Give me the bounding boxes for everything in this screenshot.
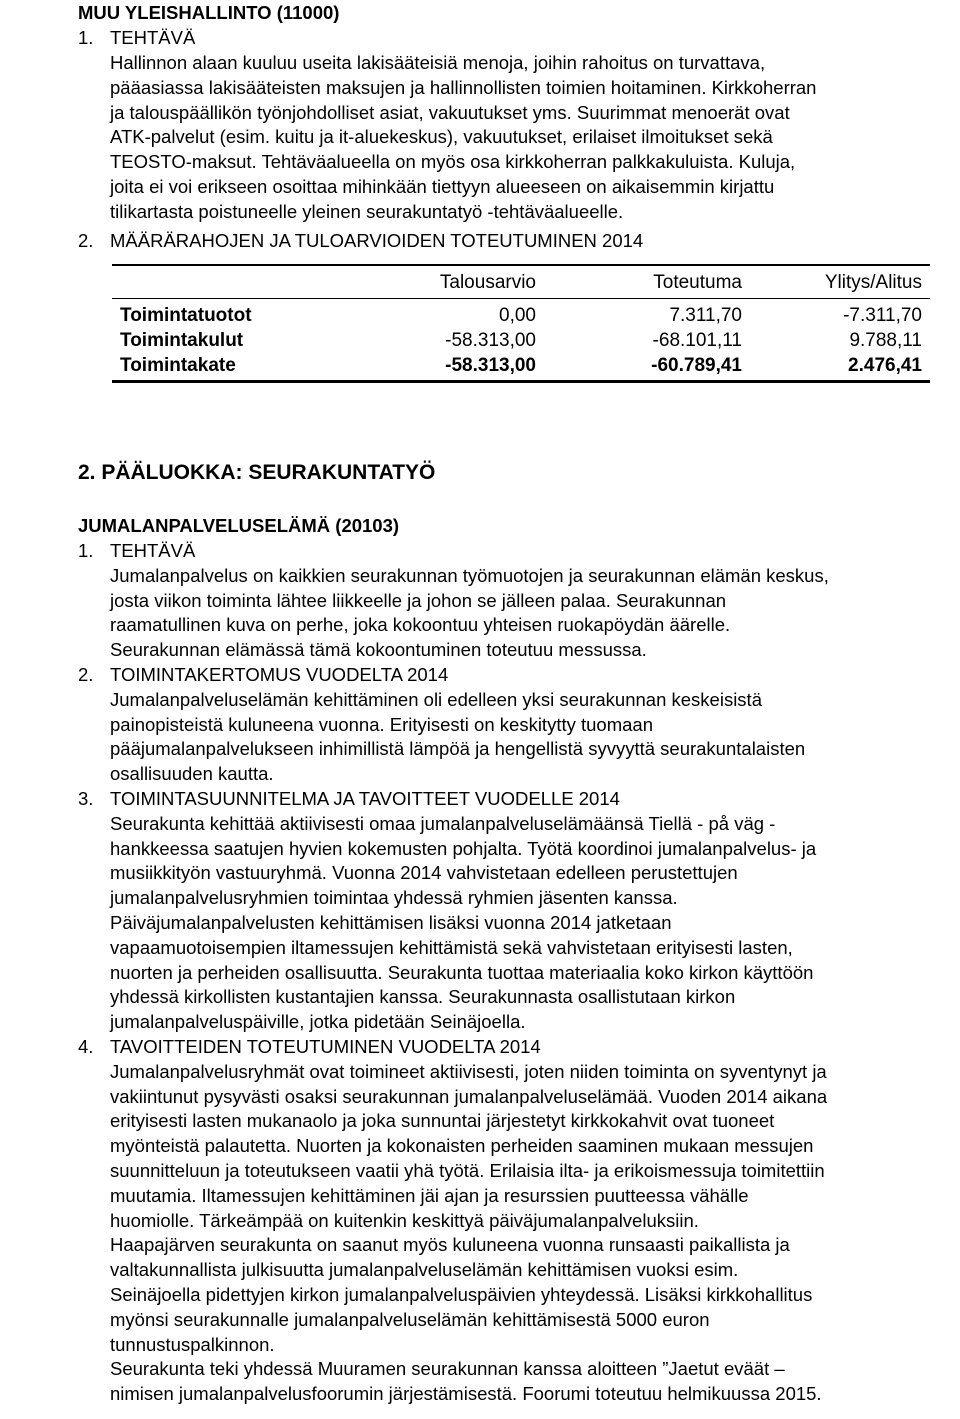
- item-title: TEHTÄVÄ: [110, 540, 196, 561]
- table-cell: -68.101,11: [652, 329, 742, 351]
- paragraph-line: TEOSTO-maksut. Tehtäväalueella on myös osa kirkkoherran palkkakuluista. Kuluja,: [110, 151, 796, 173]
- paragraph-line: musiikkityön vastuuryhmä. Vuonna 2014 vahvistetaan edelleen perustettujen: [110, 862, 738, 884]
- paragraph-line: tunnustuspalkinnon.: [110, 1333, 275, 1355]
- paragraph-line: Haapajärven seurakunta on saanut myös kuluneena vuonna runsaasti paikallista ja: [110, 1234, 790, 1256]
- item-heading: [0, 663, 960, 687]
- paragraph-line: pääjumalanpalvelukseen inhimillistä lämpöä ja hengellistä syvyyttä seurakuntalaisten: [110, 738, 806, 760]
- paragraph-line: myönteistä palautetta. Nuorten ja kokonaisten perheiden saaminen mukaan messujen: [110, 1135, 814, 1157]
- table-cell: Toimintatuotot: [120, 304, 252, 326]
- paragraph-line: suunnitteluun ja toteutukseen vaatii yhä työtä. Erilaisia ilta- ja erikoismessuja toimitettiin: [110, 1160, 825, 1181]
- table-header-row: [112, 265, 930, 299]
- task-number: 1.: [78, 27, 94, 48]
- paragraph-line: Seurakunta teki yhdessä Muuramen seurakunnan kanssa aloitteen ”Jaetut eväät –: [110, 1358, 785, 1380]
- table-row: [112, 328, 930, 353]
- paragraph-line: hankkeessa saatujen hyvien kokemusten pohjalta. Työtä koordinoi jumalanpalvelus- ja: [110, 837, 817, 859]
- table-header-talousarvio: Talousarvio: [368, 265, 544, 299]
- table-cell: Toimintakulut: [120, 329, 244, 351]
- paragraph-line: osallisuuden kautta.: [110, 763, 274, 785]
- table-cell: -58.313,00: [445, 354, 536, 376]
- budget-number: 2.: [78, 230, 94, 251]
- paragraph-line: joita ei voi erikseen osoittaa mihinkään tiettyyn alueeseen on aikaisemmin kirjattu: [110, 176, 775, 197]
- paragraph-line: Hallinnon alaan kuuluu useita lakisääteisiä menoja, joihin rahoitus on turvattava,: [110, 52, 766, 73]
- item-number: 3.: [78, 788, 94, 809]
- paragraph-line: vapaamuotoisempien iltamessujen kehittämistä sekä vahvistetaan erityisesti lasten,: [110, 936, 793, 958]
- table-cell: 9.788,11: [849, 329, 922, 351]
- paragraph-line: ja talouspäällikön työnjohdolliset asiat, vakuutukset yms. Suurimmat menoerät ovat: [110, 101, 790, 123]
- paragraph-line: yhdessä kirkollisten kustantajien kanssa. Seurakunnasta osallistutaan kirkon: [110, 986, 736, 1008]
- paragraph-line: Seurakunnan elämässä tämä kokoontuminen toteutuu messussa.: [110, 639, 647, 661]
- paragraph-line: Päiväjumalanpalvelusten kehittämisen lisäksi vuonna 2014 jatketaan: [110, 912, 672, 933]
- paragraph-line: Seurakunta kehittää aktiivisesti omaa jumalanpalveluselämäänsä Tiellä - på väg -: [110, 812, 776, 834]
- table-header-toteutuma: Toteutuma: [544, 265, 750, 299]
- paragraph-line: Seinäjoella pidettyjen kirkon jumalanpalveluspäivien yhteydessä. Lisäksi kirkkohallitus: [110, 1284, 813, 1305]
- main-class-heading: 2. PÄÄLUOKKA: SEURAKUNTATYÖ: [78, 461, 436, 484]
- paragraph-line: josta viikon toiminta lähtee liikkeelle ja johon se jälleen palaa. Seurakunnan: [110, 589, 727, 611]
- table-cell: Toimintakate: [120, 354, 236, 376]
- table-cell: 2.476,41: [848, 354, 922, 376]
- item-heading: [0, 787, 960, 811]
- task-heading: [0, 26, 960, 50]
- paragraph-line: nimisen jumalanpalvelusfoorumin järjestämisestä. Foorumi toteutuu helmikuussa 2015.: [110, 1383, 822, 1405]
- paragraph-line: Jumalanpalvelusryhmät ovat toimineet aktiivisesti, joten niiden toiminta on syventynyt ja: [110, 1060, 827, 1082]
- item-number: 2.: [78, 664, 94, 685]
- table-cell: -60.789,41: [651, 354, 742, 376]
- item-title: TOIMINTASUUNNITELMA JA TAVOITTEET VUODELLE 2014: [110, 788, 620, 809]
- paragraph-line: valtakunnallista julkisuutta jumalanpalveluselämän kehittämisen vuoksi esim.: [110, 1259, 739, 1281]
- paragraph-line: erityisesti lasten mukanaolo ja joka sunnuntai järjestetyt kirkkokahvit ovat tuoneet: [110, 1110, 775, 1132]
- table-cell: -7.311,70: [843, 304, 922, 326]
- table-row: [112, 299, 930, 329]
- paragraph-line: painopisteistä kuluneena vuonna. Erityisesti on keskitytty tuomaan: [110, 713, 653, 735]
- paragraph-line: jumalanpalveluspäiville, jotka pidetään Seinäjoella.: [110, 1011, 526, 1033]
- budget-title: MÄÄRÄRAHOJEN JA TULOARVIOIDEN TOTEUTUMINEN 2014: [110, 230, 644, 251]
- table-cell: -58.313,00: [445, 329, 536, 351]
- paragraph-line: raamatullinen kuva on perhe, joka kokoontuu yhteisen ruokapöydän äärelle.: [110, 614, 731, 636]
- budget-table: [112, 264, 930, 383]
- table-row: [112, 353, 930, 382]
- item-number: 4.: [78, 1036, 94, 1057]
- paragraph-line: nuorten ja perheiden osallisuutta. Seurakunta tuottaa materiaalia koko kirkon käyttöön: [110, 961, 814, 983]
- paragraph-line: myönsi seurakunnalle jumalanpalveluselämän kehittämisestä 5000 euron: [110, 1308, 710, 1330]
- table-cell: 7.311,70: [669, 304, 742, 326]
- task-title: TEHTÄVÄ: [110, 27, 196, 48]
- paragraph-line: huomiolle. Tärkeämpää on kuitenkin keskittyä päiväjumalanpalveluksiin.: [110, 1209, 699, 1231]
- paragraph-line: ATK-palvelut (esim. kuitu ja it-aluekeskus), vakuutukset, erilaiset ilmoitukset sekä: [110, 126, 773, 148]
- budget-heading: [0, 229, 960, 253]
- table-cell: 0,00: [499, 304, 536, 326]
- paragraph-line: vakiintunut pysyvästi osaksi seurakunnan jumalanpalveluselämää. Vuoden 2014 aikana: [110, 1085, 828, 1107]
- paragraph-line: tilikartasta poistuneelle yleinen seurakuntatyö -tehtäväalueelle.: [110, 200, 624, 222]
- paragraph-line: jumalanpalvelusryhmien toimintaa yhdessä ryhmien jäsenten kanssa.: [110, 887, 678, 909]
- item-title: TAVOITTEIDEN TOTEUTUMINEN VUODELTA 2014: [110, 1036, 541, 1057]
- paragraph-line: muutamia. Iltamessujen kehittäminen jäi ajan ja resurssien puutteessa vähälle: [110, 1184, 749, 1206]
- table-header-blank: [112, 265, 368, 299]
- paragraph-line: pääasiassa lakisääteisten maksujen ja hallinnollisten toimien hoitaminen. Kirkkoherran: [110, 76, 817, 98]
- section-heading: MUU YLEISHALLINTO (11000): [78, 2, 340, 23]
- item-heading: [0, 1035, 960, 1059]
- item-heading: [0, 539, 960, 563]
- paragraph-line: Jumalanpalvelus on kaikkien seurakunnan työmuotojen ja seurakunnan elämän keskus,: [110, 564, 829, 586]
- paragraph-line: Jumalanpalveluselämän kehittäminen oli edelleen yksi seurakunnan keskeisistä: [110, 688, 762, 710]
- item-title: TOIMINTAKERTOMUS VUODELTA 2014: [110, 664, 449, 685]
- table-header-ylitys: Ylitys/Alitus: [750, 265, 930, 299]
- subsection-heading: JUMALANPALVELUSELÄMÄ (20103): [78, 515, 400, 536]
- item-number: 1.: [78, 540, 94, 561]
